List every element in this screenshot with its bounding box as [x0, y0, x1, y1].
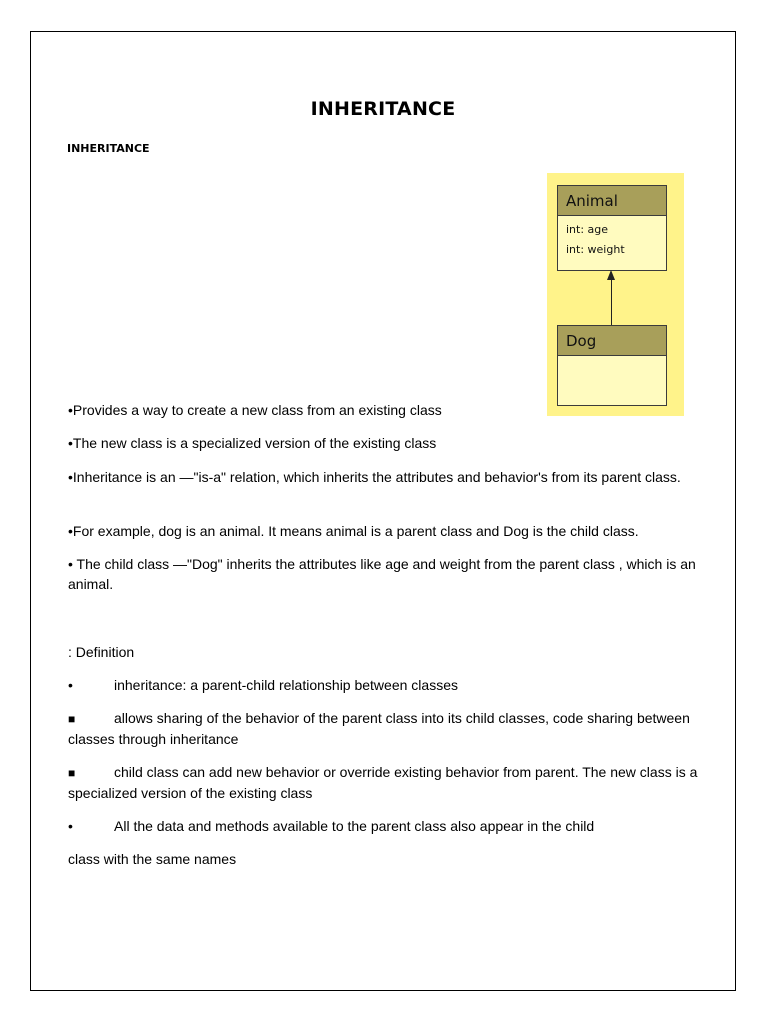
definition-trailing-line: class with the same names	[68, 851, 237, 867]
document-page	[30, 31, 736, 991]
uml-attribute: int: weight	[566, 243, 625, 256]
intro-point: •For example, dog is an animal. It means animal is a parent class and Dog is the child class.	[68, 523, 639, 539]
definition-item-text: child class can add new behavior or override existing behavior from parent. The new class is a specialized version of the existing class	[68, 764, 698, 801]
definition-item	[68, 762, 708, 803]
uml-class-name-dog: Dog	[558, 326, 666, 356]
intro-point: •Inheritance is an —"is-a" relation, which inherits the attributes and behavior's from its parent class.	[68, 469, 681, 485]
uml-class-diagram	[547, 173, 684, 416]
uml-class-dog	[557, 325, 667, 406]
definition-item-text: All the data and methods available to the parent class also appear in the child	[114, 818, 595, 834]
square-bullet-icon: ■	[68, 766, 76, 780]
bullet-icon: •	[68, 818, 73, 834]
intro-point: •Provides a way to create a new class from an existing class	[68, 402, 442, 418]
definition-item-text: inheritance: a parent-child relationship between classes	[114, 677, 458, 693]
intro-point: •The new class is a specialized version of the existing class	[68, 435, 437, 451]
inheritance-arrow-line	[611, 279, 612, 325]
uml-class-animal	[557, 185, 667, 271]
definition-item	[68, 708, 708, 749]
definition-item	[68, 816, 708, 836]
intro-point: • The child class —"Dog" inherits the attributes like age and weight from the parent class , which is an animal.	[68, 556, 696, 592]
uml-attribute: int: age	[566, 223, 609, 236]
page-title: INHERITANCE	[310, 98, 456, 120]
definition-item-text: allows sharing of the behavior of the parent class into its child classes, code sharing between classes through inheritance	[68, 710, 690, 747]
definition-heading: : Definition	[68, 644, 135, 660]
uml-class-name-animal: Animal	[558, 186, 666, 216]
square-bullet-icon: ■	[68, 712, 76, 726]
definition-item	[68, 675, 708, 695]
bullet-icon: •	[68, 677, 73, 693]
section-heading: INHERITANCE	[67, 142, 150, 155]
